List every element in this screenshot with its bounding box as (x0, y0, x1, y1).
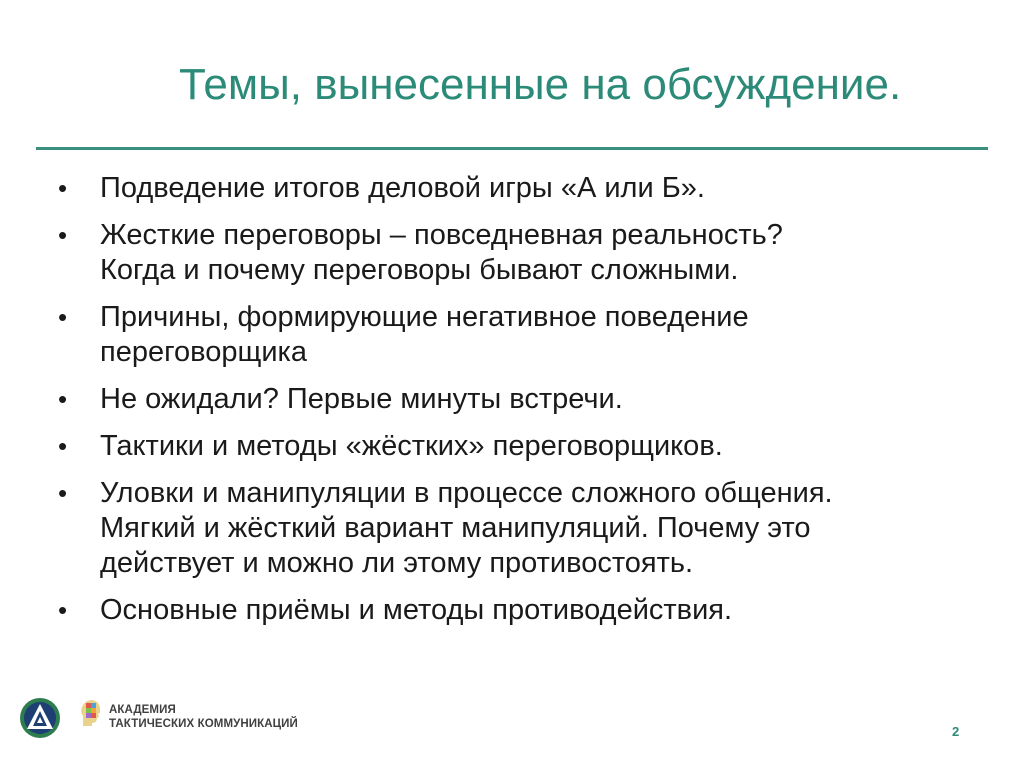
bullet-marker: • (58, 302, 68, 332)
bullet-text: Подведение итогов деловой игры «А или Б». (100, 172, 705, 204)
bullet-marker: • (58, 478, 68, 508)
brand-line: АКАДЕМИЯ (109, 704, 176, 716)
brand-name (109, 703, 298, 731)
bullet-item (58, 429, 998, 464)
bullet-text: Жесткие переговоры – повседневная реальность? (100, 219, 783, 251)
bullet-marker: • (58, 384, 68, 414)
triangle-a-logo-icon (19, 697, 61, 739)
bullet-marker: • (58, 595, 68, 625)
bullet-marker: • (58, 431, 68, 461)
head-emblem-icon (79, 698, 101, 730)
bullet-text: Мягкий и жёсткий вариант манипуляций. Почему это (100, 512, 811, 544)
bullet-marker: • (58, 220, 68, 250)
bullet-text: Уловки и манипуляции в процессе сложного общения. (100, 477, 833, 509)
bullet-item (58, 300, 998, 370)
bullet-item (58, 218, 998, 288)
slide-title: Темы, вынесенные на обсуждение. (179, 60, 902, 109)
bullet-text: Причины, формирующие негативное поведение (100, 301, 749, 333)
brand-line: ТАКТИЧЕСКИХ КОММУНИКАЦИЙ (109, 718, 298, 730)
bullet-list (58, 171, 998, 640)
bullet-text: Основные приёмы и методы противодействия. (100, 594, 733, 626)
bullet-item (58, 171, 998, 206)
bullet-text: переговорщика (100, 336, 308, 368)
bullet-item (58, 593, 998, 628)
bullet-item (58, 476, 998, 581)
page-number: 2 (952, 724, 960, 739)
bullet-item (58, 382, 998, 417)
bullet-text: действует и можно ли этому противостоять. (100, 547, 694, 579)
bullet-text: Когда и почему переговоры бывают сложными. (100, 254, 739, 286)
title-divider (36, 147, 988, 150)
bullet-text: Тактики и методы «жёстких» переговорщиков. (100, 430, 723, 462)
bullet-marker: • (58, 173, 68, 203)
bullet-text: Не ожидали? Первые минуты встречи. (100, 383, 623, 415)
